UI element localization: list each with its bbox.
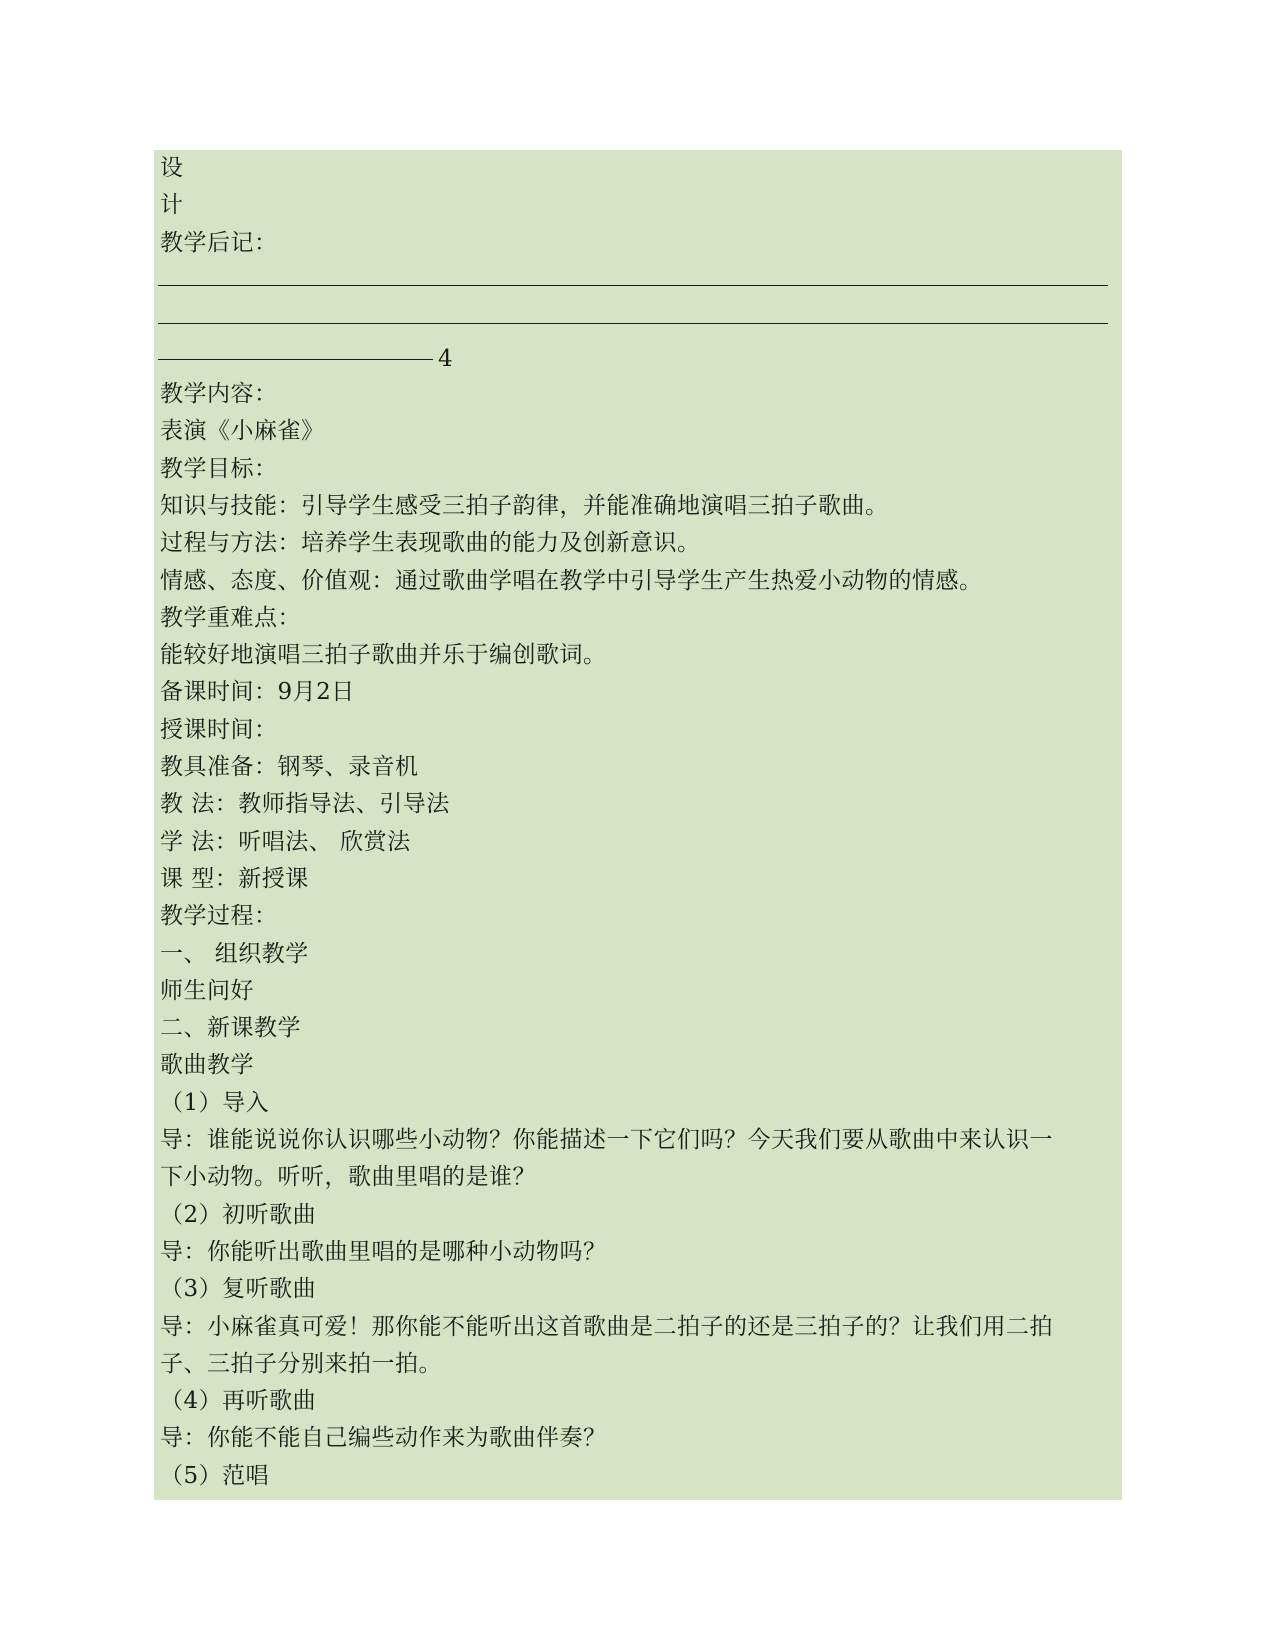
body-line: 导：谁能说说你认识哪些小动物？你能描述一下它们吗？今天我们要从歌曲中来认识一 [160, 1127, 1053, 1153]
body-line: 子、三拍子分别来拍一拍。 [160, 1350, 442, 1377]
notes-heading: 教学后记： [160, 230, 278, 256]
body-line: 下小动物。听听，歌曲里唱的是谁？ [160, 1164, 536, 1191]
body-line: 备课时间：9月2日 [160, 679, 355, 706]
notes-blank-line [158, 323, 1108, 324]
body-line: 能较好地演唱三拍子歌曲并乐于编创歌词。 [160, 642, 607, 669]
body-line: 情感、态度、价值观：通过歌曲学唱在教学中引导学生产生热爱小动物的情感。 [160, 567, 983, 594]
body-line: 授课时间： [160, 716, 278, 743]
body-line: 表演《小麻雀》 [160, 418, 325, 445]
body-line: 师生问好 [160, 977, 254, 1004]
body-line: （1）导入 [160, 1089, 270, 1116]
body-line: （4）再听歌曲 [160, 1388, 317, 1415]
body-line: 教 法：教师指导法、引导法 [160, 791, 450, 818]
header-line: 设 [160, 155, 184, 181]
body-line: 二、新课教学 [160, 1015, 301, 1042]
body-line: 教具准备：钢琴、录音机 [160, 754, 419, 780]
body-line: 教学目标： [160, 455, 278, 482]
page-number: 4 [438, 346, 453, 372]
body-line: 过程与方法：培养学生表现歌曲的能力及创新意识。 [160, 530, 701, 557]
body-line: 教学过程： [160, 903, 278, 930]
header-line: 计 [160, 192, 184, 218]
body-line: 导：你能不能自己编些动作来为歌曲伴奏？ [160, 1425, 607, 1452]
body-line: （5）范唱 [160, 1462, 270, 1489]
body-line: 教学内容： [160, 381, 278, 407]
body-line: 歌曲教学 [160, 1052, 254, 1079]
notes-blank-line [158, 359, 433, 360]
body-line: 学 法：听唱法、 欣赏法 [160, 828, 411, 855]
body-line: 一、 组织教学 [160, 940, 309, 967]
body-line: 课 型：新授课 [160, 865, 309, 892]
notes-blank-line [158, 285, 1108, 286]
body-line: （3）复听歌曲 [160, 1276, 317, 1303]
body-line: 导：你能听出歌曲里唱的是哪种小动物吗？ [160, 1238, 607, 1265]
body-line: 知识与技能：引导学生感受三拍子韵律，并能准确地演唱三拍子歌曲。 [160, 492, 889, 519]
body-line: 教学重难点： [160, 604, 301, 631]
body-line: （2）初听歌曲 [160, 1201, 317, 1228]
body-line: 导：小麻雀真可爱！那你能不能听出这首歌曲是二拍子的还是三拍子的？让我们用二拍 [160, 1313, 1053, 1340]
